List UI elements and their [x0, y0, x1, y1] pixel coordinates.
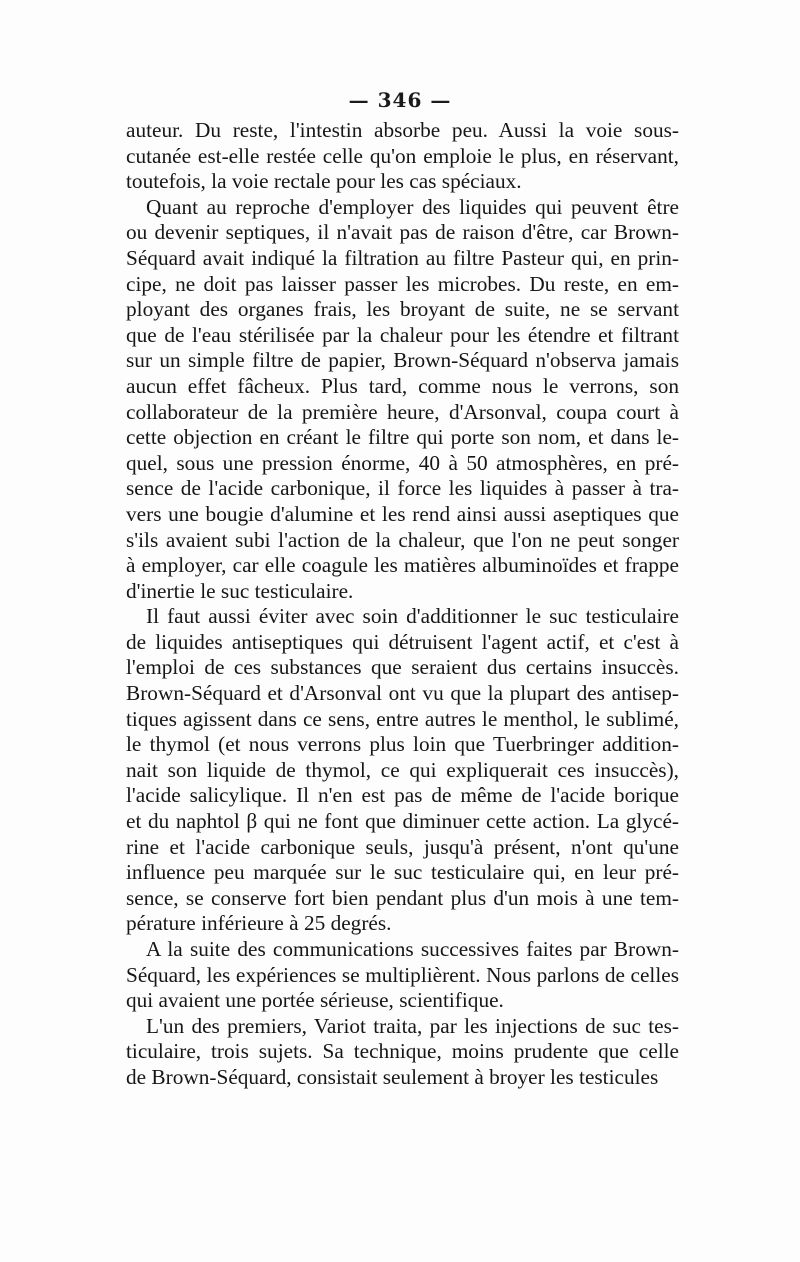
text-line: l'acide salicylique. Il n'en est pas de même de l'acide borique [126, 783, 679, 808]
text-line: ployant des organes frais, les broyant de suite, ne se servant [126, 297, 679, 322]
text-line: de liquides antiseptiques qui détruisent l'agent actif, et c'est à [126, 629, 679, 654]
paragraph [126, 604, 679, 937]
text-line: à employer, car elle coagule les matières albuminoïdes et frappe [126, 553, 679, 578]
text-line: que de l'eau stérilisée par la chaleur pour les étendre et filtrant [126, 322, 679, 347]
text-line: influence peu marquée sur le suc testiculaire qui, en leur pré- [126, 860, 679, 885]
text-line: de Brown-Séquard, consistait seulement à broyer les testicules [126, 1064, 659, 1089]
paragraph [126, 195, 679, 605]
text-line: quel, sous une pression énorme, 40 à 50 atmosphères, en pré- [126, 450, 679, 475]
text-line: et du naphtol β qui ne font que diminuer cette action. La glycé- [126, 809, 679, 834]
text-line: Séquard, les expériences se multiplièrent. Nous parlons de celles [126, 962, 679, 987]
text-line: qui avaient une portée sérieuse, scientifique. [126, 988, 504, 1013]
text-line: le thymol (et nous verrons plus loin que Tuerbringer addition- [126, 732, 679, 757]
text-line: rine et l'acide carbonique seuls, jusqu'à présent, n'ont qu'une [126, 834, 679, 859]
text-line: l'emploi de ces substances que seraient dus certains insuccès. [126, 655, 679, 680]
text-line: cutanée est-elle restée celle qu'on emploie le plus, en réservant, [126, 143, 679, 168]
text-line: s'ils avaient subi l'action de la chaleur, que l'on ne peut songer [126, 527, 679, 552]
text-line: ticulaire, trois sujets. Sa technique, moins prudente que celle [126, 1039, 679, 1064]
text-line: collaborateur de la première heure, d'Arsonval, coupa court à [126, 399, 679, 424]
page-number: — 346 — [348, 88, 452, 112]
text-line: sence de l'acide carbonique, il force les liquides à passer à tra- [126, 476, 679, 501]
text-line: ou devenir septiques, il n'avait pas de raison d'être, car Brown- [126, 220, 679, 245]
text-line: cette objection en créant le filtre qui porte son nom, et dans le- [126, 425, 679, 450]
paragraph [126, 937, 679, 1014]
text-line: tiques agissent dans ce sens, entre autres le menthol, le sublimé, [126, 706, 679, 731]
text-line: auteur. Du reste, l'intestin absorbe peu. Aussi la voie sous- [126, 118, 679, 142]
text-line: sur un simple filtre de papier, Brown-Séquard n'observa jamais [126, 348, 679, 373]
text-line: L'un des premiers, Variot traita, par les injections de suc tes- [146, 1013, 679, 1038]
text-line: Séquard avait indiqué la filtration au filtre Pasteur qui, en prin- [126, 245, 679, 270]
text-line: A la suite des communications successives faites par Brown- [146, 937, 679, 961]
text-line: cipe, ne doit pas laisser passer les microbes. Du reste, en em- [126, 271, 679, 296]
body-text [126, 118, 679, 1091]
text-line: Brown-Séquard et d'Arsonval ont vu que la plupart des antisep- [126, 681, 679, 706]
text-line: Il faut aussi éviter avec soin d'additionner le suc testiculaire [146, 604, 679, 629]
text-line: Quant au reproche d'employer des liquides qui peuvent être [146, 194, 679, 219]
text-line: pérature inférieure à 25 degrés. [126, 911, 392, 936]
text-line: vers une bougie d'alumine et les rend ainsi aussi aseptiques que [126, 501, 679, 526]
text-line: toutefois, la voie rectale pour les cas spéciaux. [126, 169, 522, 194]
paragraph [126, 118, 679, 195]
text-line: nait son liquide de thymol, ce qui expliquerait ces insuccès), [126, 757, 679, 782]
text-line: sence, se conserve fort bien pendant plus d'un mois à une tem- [126, 885, 679, 910]
paragraph [126, 1014, 679, 1091]
text-line: aucun effet fâcheux. Plus tard, comme nous le verrons, son [126, 373, 679, 398]
text-line: d'inertie le suc testiculaire. [126, 578, 354, 603]
